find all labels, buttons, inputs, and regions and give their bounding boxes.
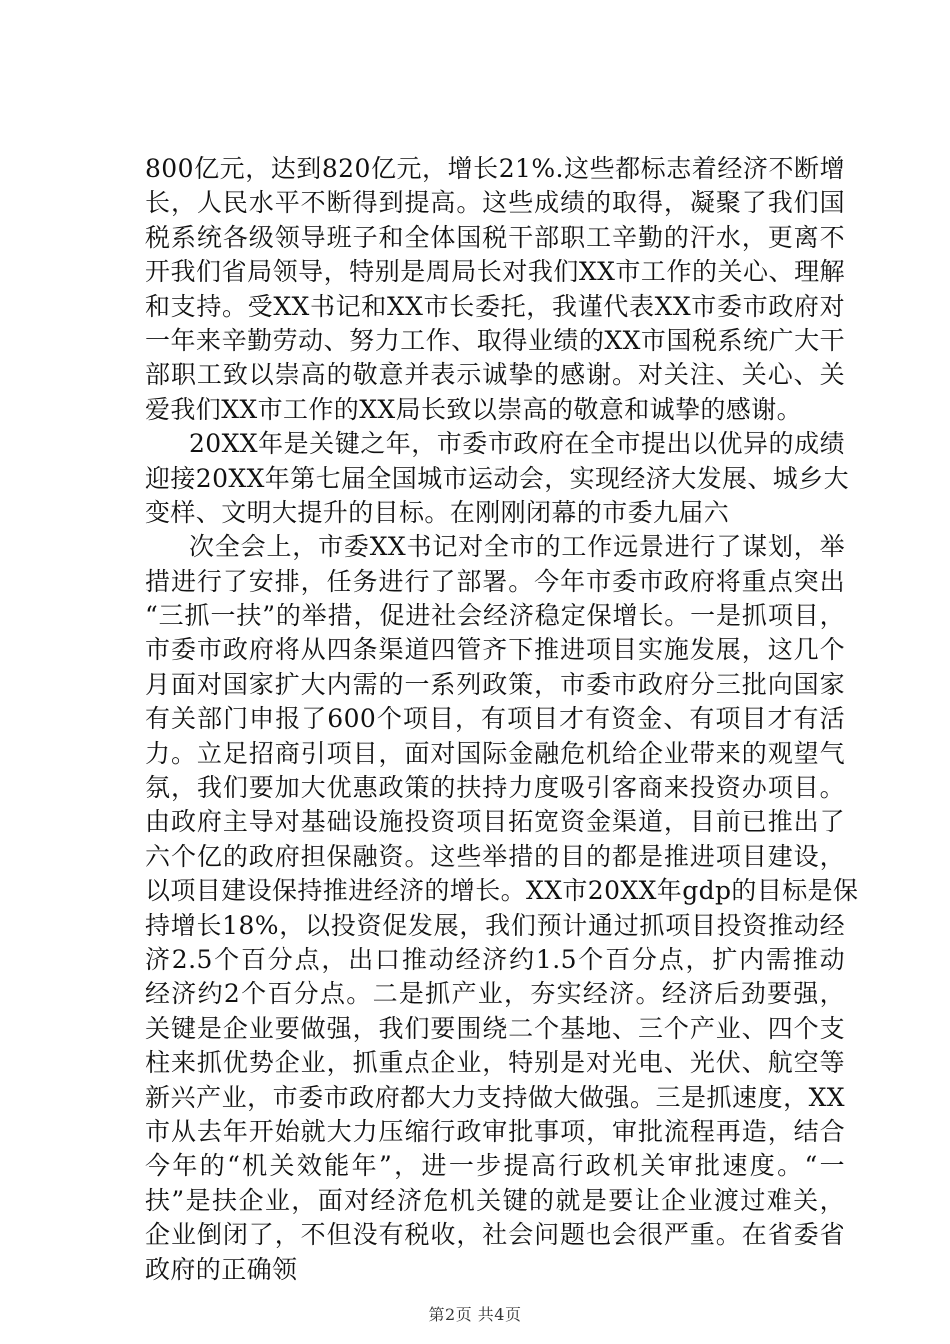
text-line: 开我们省局领导，特别是周局长对我们XX市工作的关心、理解 <box>145 257 845 287</box>
text-line: 一年来辛勤劳动、努力工作、取得业绩的XX市国税系统广大干 <box>145 325 845 355</box>
text-line: 今年的“机关效能年”，进一步提高行政机关审批速度。“一 <box>145 1151 845 1181</box>
page-number: 第2页 共4页 <box>428 1305 522 1324</box>
text-line: “三抓一扶”的举措，促进社会经济稳定保增长。一是抓项目， <box>145 601 845 631</box>
text-line: 迎接20XX年第七届全国城市运动会，实现经济大发展、城乡大 <box>145 463 850 493</box>
paragraph-2 <box>145 427 850 530</box>
text-line: 市委市政府将从四条渠道四管齐下推进项目实施发展，这几个 <box>145 635 845 665</box>
text-line: 经济约2个百分点。二是抓产业，夯实经济。经济后劲要强， <box>145 979 845 1009</box>
body-text <box>145 152 859 1287</box>
text-line: 变样、文明大提升的目标。在刚刚闭幕的市委九届六 <box>145 497 730 527</box>
text-line: 六个亿的政府担保融资。这些举措的目的都是推进项目建设， <box>145 841 845 871</box>
text-line: 关键是企业要做强，我们要围绕二个基地、三个产业、四个支 <box>145 1013 845 1043</box>
paragraph-1 <box>145 152 845 427</box>
text-line: 扶”是扶企业，面对经济危机关键的就是要让企业渡过难关， <box>145 1185 845 1215</box>
text-line: 有关部门申报了600个项目，有项目才有资金、有项目才有活 <box>145 704 845 734</box>
paragraph-3 <box>145 530 859 1287</box>
text-line: 企业倒闭了，不但没有税收，社会问题也会很严重。在省委省 <box>145 1220 845 1250</box>
text-line: 爱我们XX市工作的XX局长致以崇高的敬意和诚挚的感谢。 <box>145 394 802 424</box>
text-line: 20XX年是关键之年，市委市政府在全市提出以优异的成绩 <box>189 429 845 459</box>
text-line: 持增长18%，以投资促发展，我们预计通过抓项目投资推动经 <box>145 910 845 940</box>
text-line: 政府的正确领 <box>145 1254 298 1284</box>
text-line: 和支持。受XX书记和XX市长委托，我谨代表XX市委市政府对 <box>145 291 845 321</box>
text-line: 次全会上，市委XX书记对全市的工作远景进行了谋划，举 <box>189 532 845 562</box>
text-line: 柱来抓优势企业，抓重点企业，特别是对光电、光伏、航空等 <box>145 1048 845 1078</box>
text-line: 以项目建设保持推进经济的增长。XX市20XX年gdp的目标是保 <box>145 876 859 906</box>
text-line: 长，人民水平不断得到提高。这些成绩的取得，凝聚了我们国 <box>145 188 845 218</box>
text-line: 800亿元，达到820亿元，增长21%.这些都标志着经济不断增 <box>145 154 845 183</box>
text-line: 市从去年开始就大力压缩行政审批事项，审批流程再造，结合 <box>145 1116 845 1146</box>
text-line: 力。立足招商引项目，面对国际金融危机给企业带来的观望气 <box>145 738 845 768</box>
text-line: 济2.5个百分点，出口推动经济约1.5个百分点，扩内需推动 <box>145 944 845 974</box>
text-line: 新兴产业，市委市政府都大力支持做大做强。三是抓速度，XX <box>145 1082 845 1112</box>
text-line: 措进行了安排，任务进行了部署。今年市委市政府将重点突出 <box>145 566 845 596</box>
text-line: 月面对国家扩大内需的一系列政策，市委市政府分三批向国家 <box>145 669 845 699</box>
text-line: 部职工致以崇高的敬意并表示诚挚的感谢。对关注、关心、关 <box>145 360 845 390</box>
text-line: 氛，我们要加大优惠政策的扶持力度吸引客商来投资办项目。 <box>145 773 845 803</box>
text-line: 由政府主导对基础设施投资项目拓宽资金渠道，目前已推出了 <box>145 807 845 837</box>
text-line: 税系统各级领导班子和全体国税干部职工辛勤的汗水，更离不 <box>145 222 845 252</box>
